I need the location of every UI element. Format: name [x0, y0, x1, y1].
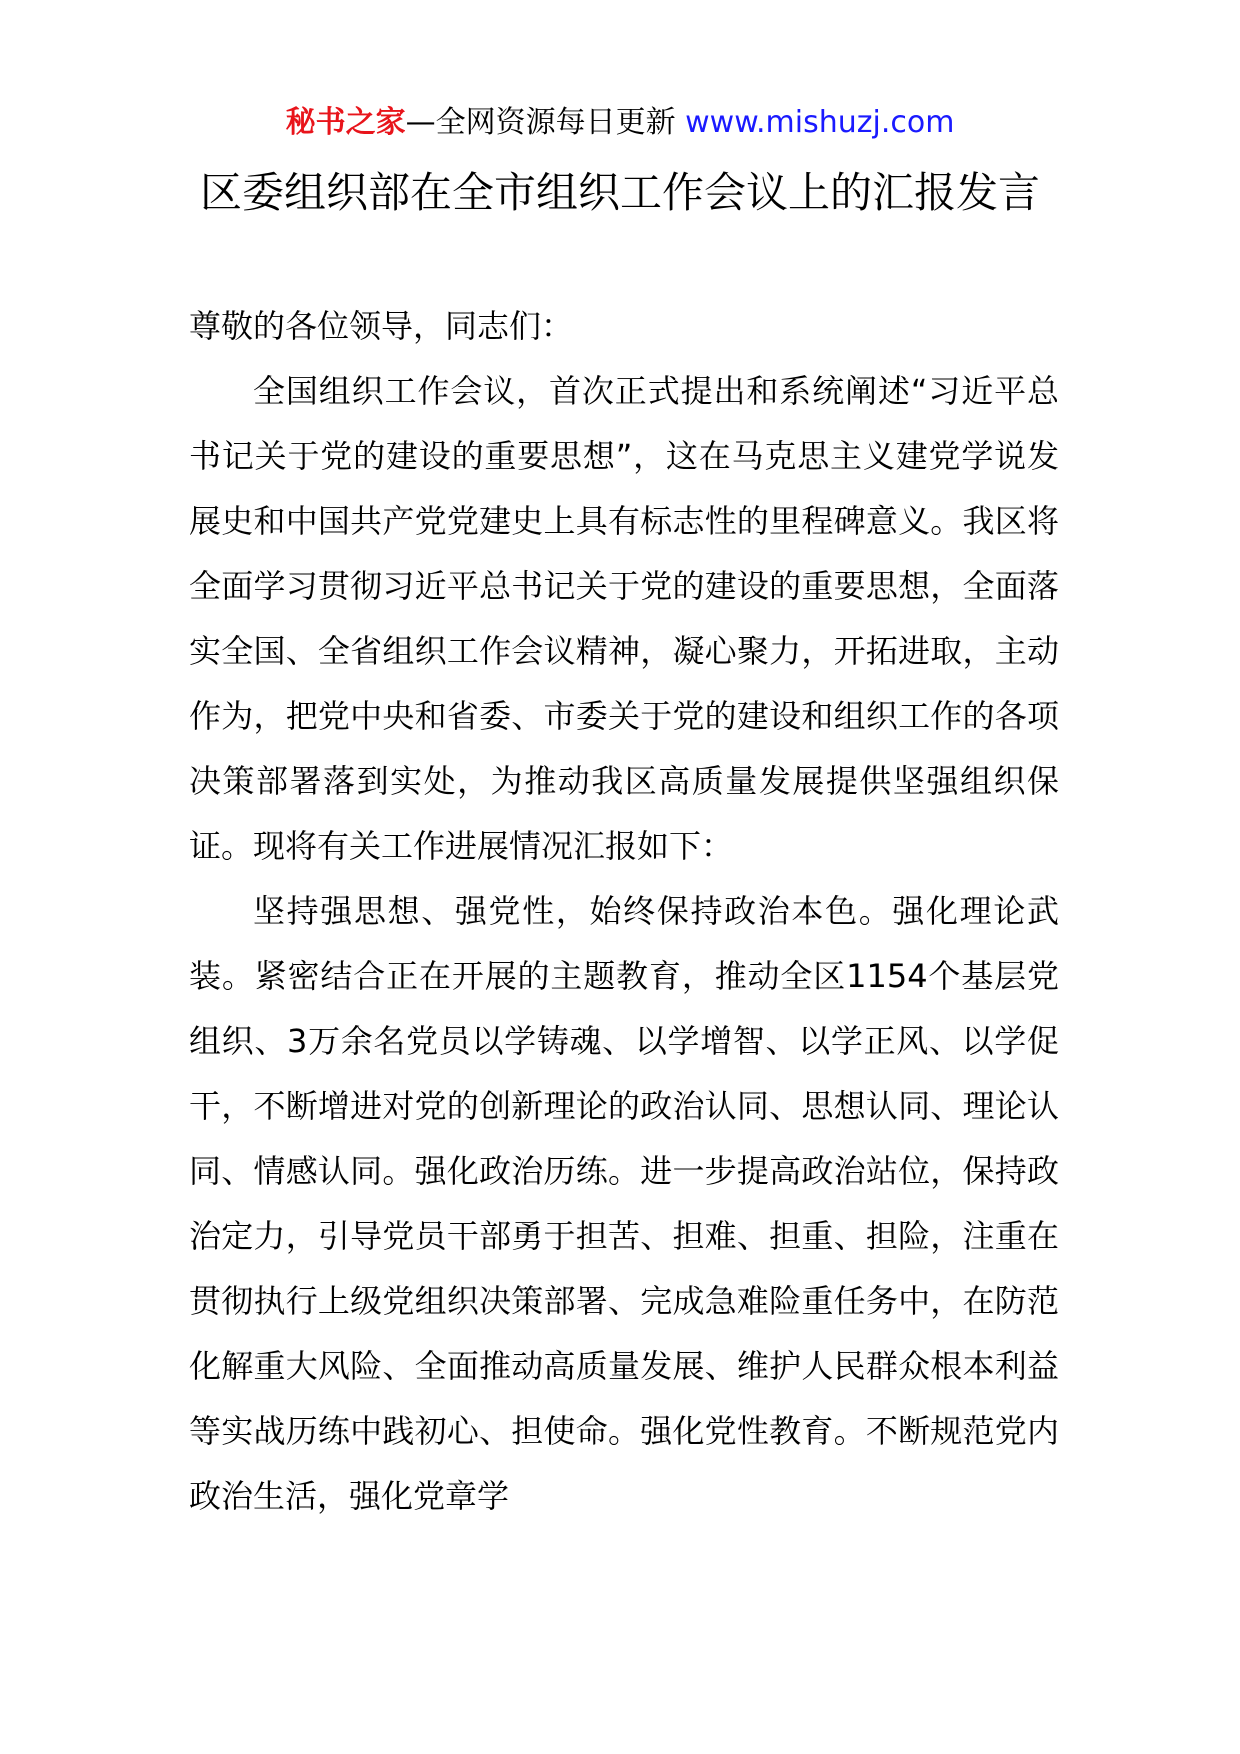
body-paragraph-1: 全国组织工作会议，首次正式提出和系统阐述“习近平总书记关于党的建设的重要思想”，这在马克思主义建党学说发展史和中国共产党党建史上具有标志性的里程碑意义。我区将全面学习贯彻习近平总书记关于党的建设的重要思想，全面落实全国、全省组织工作会议精神，凝心聚力，开拓进取，主动作为，把党中央和省委、市委关于党的建设和组织工作的各项决策部署落到实处，为推动我区高质量发展提供坚强组织保证。现将有关工作进展情况汇报如下： [189, 372, 1059, 865]
site-header [0, 102, 1240, 144]
brand-name: 秘书之家 [285, 105, 406, 140]
document-title: 区委组织部在全市组织工作会议上的汇报发言 [199, 168, 1040, 217]
body-paragraph-2: 坚持强思想、强党性，始终保持政治本色。强化理论武装。紧密结合正在开展的主题教育，推动全区1154个基层党组织、3万余名党员以学铸魂、以学增智、以学正风、以学促干，不断增进对党的创新理论的政治认同、思想认同、理论认同、情感认同。强化政治历练。进一步提高政治站位，保持政治定力，引导党员干部勇于担苦、担难、担重、担险，注重在贯彻执行上级党组织决策部署、完成急难险重任务中，在防范化解重大风险、全面推动高质量发展、维护人民群众根本利益等实战历练中践初心、担使命。强化党性教育。不断规范党内政治生活，强化党章学 [189, 892, 1059, 1515]
site-slogan: —全网资源每日更新 [405, 105, 676, 140]
site-url-link[interactable]: www.mishuzj.com [685, 105, 955, 140]
salutation: 尊敬的各位领导，同志们： [189, 307, 574, 345]
document-body [189, 294, 1059, 1529]
